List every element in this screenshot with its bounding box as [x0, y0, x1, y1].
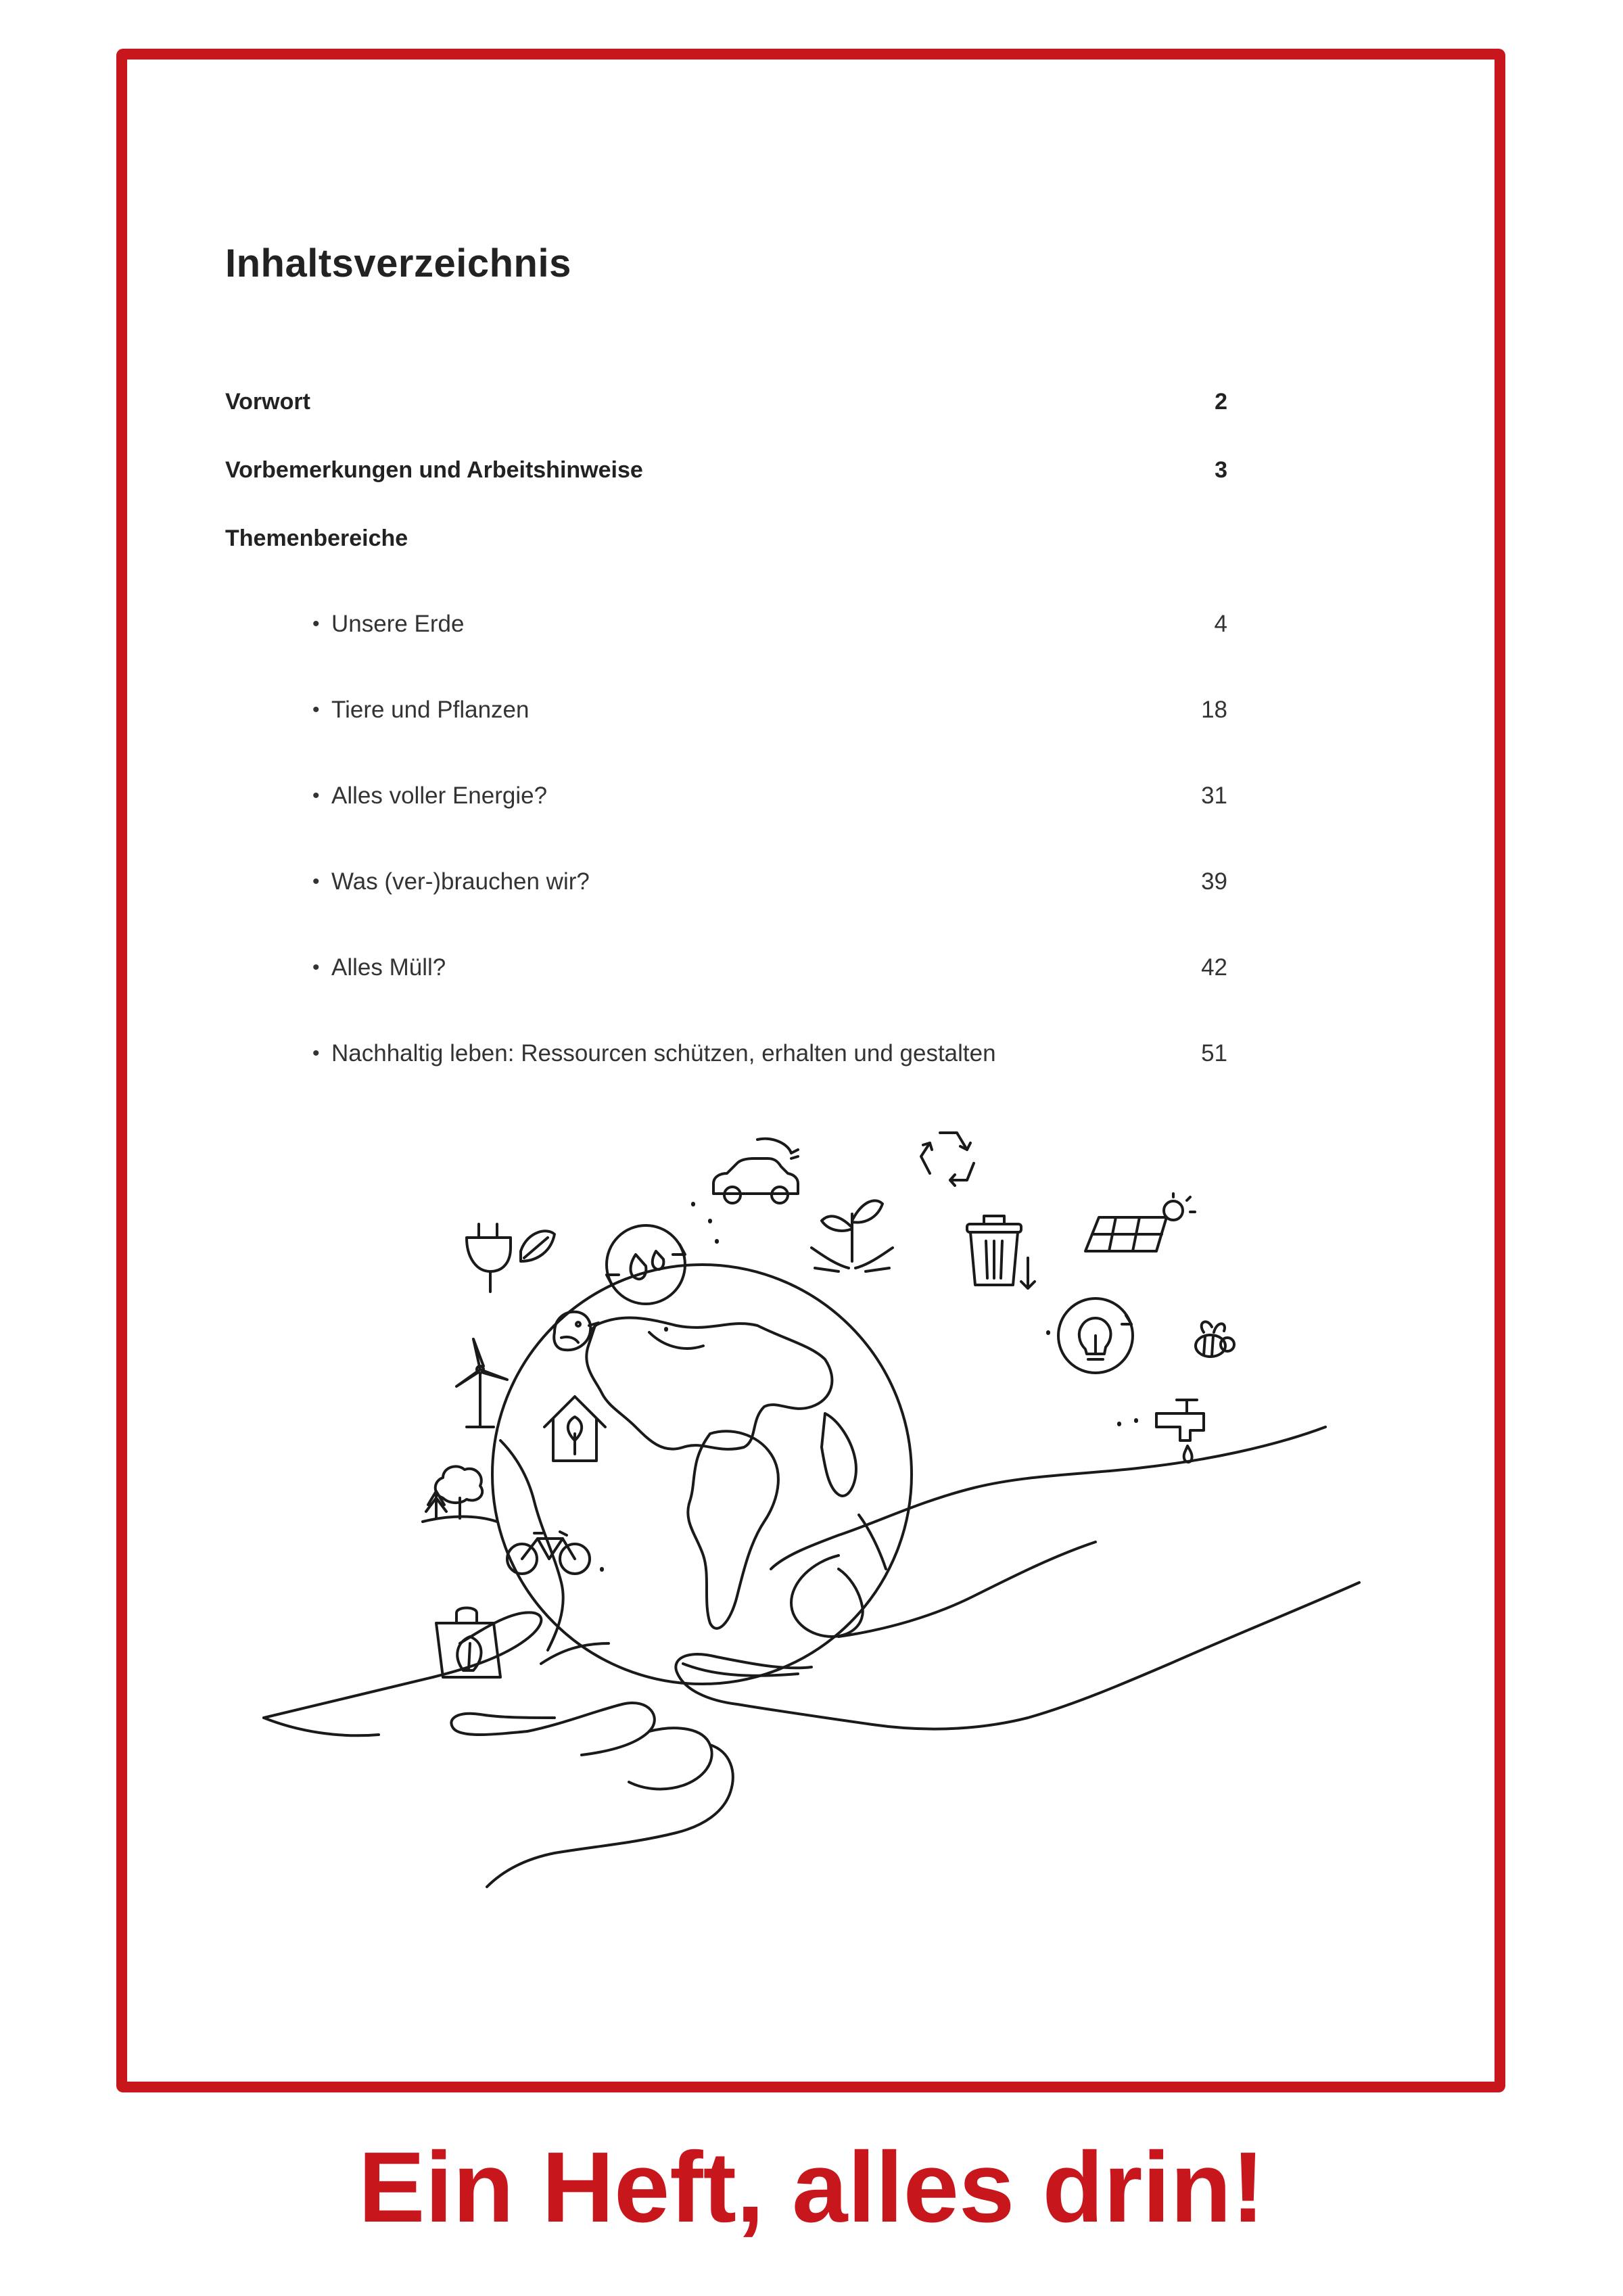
sprout-hands-icon: [812, 1200, 893, 1271]
toc-entry-label: Vorbemerkungen und Arbeitshinweise: [225, 456, 643, 483]
bird-icon: [554, 1312, 598, 1350]
toc-topic-page: 31: [1201, 782, 1227, 809]
slogan: Ein Heft, alles drin!: [358, 2132, 1265, 2243]
lightbulb-icon: [1058, 1298, 1133, 1373]
toc-topic-page: 51: [1201, 1040, 1227, 1067]
toc-topic-page: 18: [1201, 697, 1227, 723]
toc-entry-vorbemerkungen[interactable]: [225, 450, 1227, 490]
toc-title: Inhaltsverzeichnis: [225, 241, 571, 285]
bullet: •: [312, 699, 320, 721]
toc-topic-label: Was (ver-)brauchen wir?: [331, 868, 590, 895]
toc-entry-vorwort[interactable]: [225, 381, 1227, 422]
bullet: •: [312, 784, 320, 807]
bee-icon: [1196, 1321, 1234, 1357]
toc-topic-unsere-erde[interactable]: [312, 604, 1227, 645]
toc-topic-page: 42: [1201, 954, 1227, 981]
toc-topic-label: Tiere und Pflanzen: [331, 697, 530, 723]
toc-topic-tiere-pflanzen[interactable]: [312, 690, 1227, 730]
toc-topic-energie[interactable]: [312, 776, 1227, 816]
toc-topic-label: Alles voller Energie?: [331, 782, 548, 809]
electric-car-icon: [713, 1139, 798, 1203]
trash-bin-icon: [967, 1216, 1035, 1288]
toc-topic-verbrauchen[interactable]: [312, 862, 1227, 902]
toc-topic-page: 4: [1214, 611, 1227, 637]
toc-topic-label: Unsere Erde: [331, 611, 465, 637]
shopping-bag-icon: [436, 1608, 500, 1678]
toc-topic-label: Alles Müll?: [331, 954, 446, 981]
recycle-icon: [921, 1133, 974, 1186]
plug-leaf-icon: [467, 1224, 555, 1292]
toc-topic-muell[interactable]: [312, 947, 1227, 988]
toc-entry-page: 3: [1215, 456, 1227, 483]
sustainability-illustration: [243, 1123, 1393, 1934]
bullet: •: [312, 956, 320, 979]
toc-topic-label: Nachhaltig leben: Ressourcen schützen, erhalten und gestalten: [331, 1040, 996, 1067]
trees-icon: [423, 1466, 497, 1522]
toc-topic-nachhaltig[interactable]: [312, 1033, 1227, 1074]
bullet: •: [312, 613, 320, 635]
toc-entry-label: Themenbereiche: [225, 525, 408, 551]
toc-entry-label: Vorwort: [225, 388, 310, 415]
eco-house-icon: [544, 1397, 605, 1461]
toc-entry-page: 2: [1215, 388, 1227, 415]
water-cycle-icon: [607, 1225, 685, 1304]
dot-trail: [602, 1204, 1136, 1570]
toc-entry-themenbereiche: [225, 518, 1227, 559]
bullet: •: [312, 870, 320, 893]
bicycle-icon: [507, 1532, 590, 1574]
toc-topic-page: 39: [1201, 868, 1227, 895]
solar-panel-icon: [1085, 1194, 1195, 1251]
bullet: •: [312, 1042, 320, 1064]
wind-turbine-icon: [456, 1339, 507, 1427]
water-tap-icon: [1156, 1400, 1204, 1462]
